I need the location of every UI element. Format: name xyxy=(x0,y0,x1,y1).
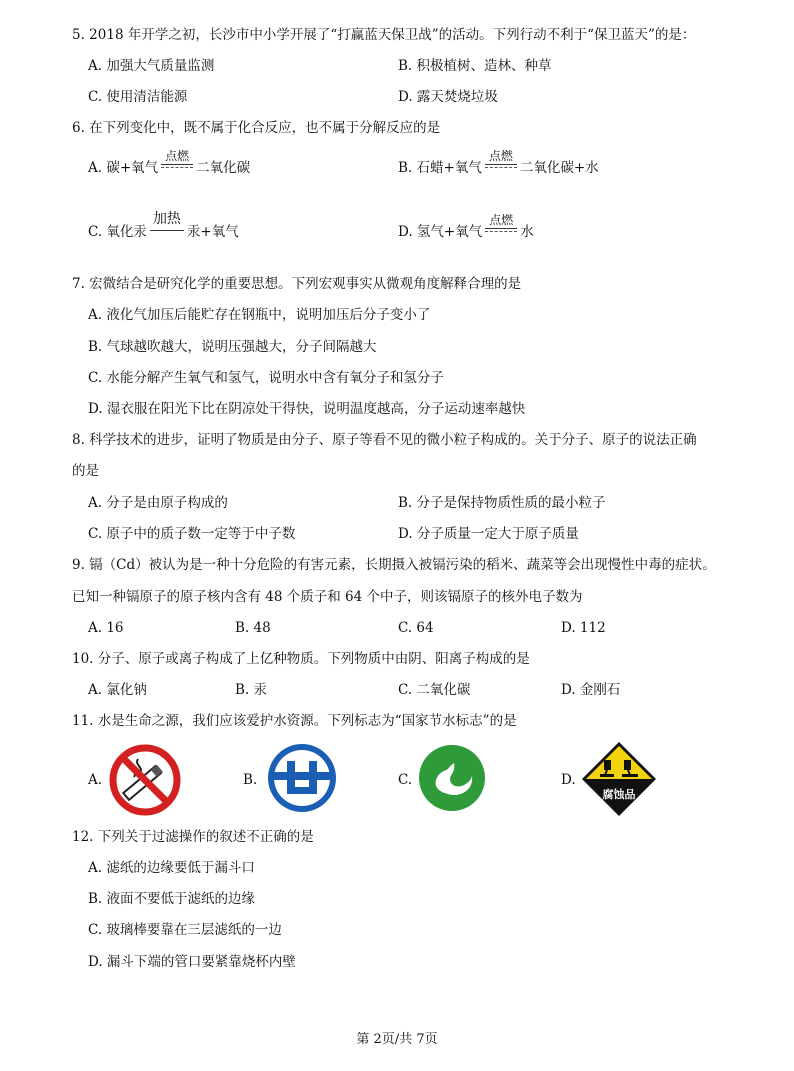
q8-option-d: D. 分子质量一定大于原子质量 xyxy=(398,526,579,542)
q10-option-a: A. 氯化钠 xyxy=(88,682,147,698)
q6-option-c xyxy=(88,211,239,240)
q9-option-a: A. 16 xyxy=(88,620,124,636)
q10-stem: 10. 分子、原子或离子构成了上亿种物质。下列物质中由阴、阳离子构成的是 xyxy=(72,651,530,667)
q6-a-condition-label: 点燃 xyxy=(165,149,190,163)
q11-stem: 11. 水是生命之源，我们应该爱护水资源。下列标志为“国家节水标志”的是 xyxy=(72,713,517,729)
q8-stem-line2: 的是 xyxy=(72,463,99,479)
q12-option-a: A. 滤纸的边缘要低于漏斗口 xyxy=(88,860,255,876)
q12-stem: 12. 下列关于过滤操作的叙述不正确的是 xyxy=(72,829,314,845)
q5-stem: 5. 2018 年开学之初，长沙市中小学开展了“打赢蓝天保卫战”的活动。下列行动不利于“保卫蓝天”的是： xyxy=(72,27,696,43)
q7-stem: 7. 宏微结合是研究化学的重要思想。下列宏观事实从微观角度解释合理的是 xyxy=(72,276,522,292)
q5-option-b: B. 积极植树、造林、种草 xyxy=(398,58,552,74)
corrosive-hazard-sign-icon xyxy=(580,740,658,818)
page-footer: 第 2页/共 7页 xyxy=(356,1032,438,1047)
q6-option-d xyxy=(398,214,534,240)
q12-option-b: B. 液面不要低于滤纸的边缘 xyxy=(88,891,256,907)
q12-option-c: C. 玻璃棒要靠在三层滤纸的一边 xyxy=(88,922,282,938)
q10-option-b: B. 汞 xyxy=(235,682,268,698)
q7-option-a: A. 液化气加压后能贮存在钢瓶中，说明加压后分子变小了 xyxy=(88,307,431,323)
q6-d-condition xyxy=(483,214,519,240)
q5-option-a: A. 加强大气质量监测 xyxy=(88,58,215,74)
q6-c-condition-label: 加热 xyxy=(152,211,181,227)
q6-option-b xyxy=(398,150,599,176)
q9-option-c: C. 64 xyxy=(398,620,434,636)
q11-option-a-label: A. xyxy=(88,772,103,788)
q9-stem-line2: 已知一种镉原子的原子核内含有 48 个质子和 64 个中子，则该镉原子的核外电子数为 xyxy=(72,589,583,605)
q9-option-b: B. 48 xyxy=(235,620,271,636)
q11-option-d-label: D. xyxy=(561,772,576,788)
q8-stem-line1: 8. 科学技术的进步，证明了物质是由分子、原子等看不见的微小粒子构成的。关于分子、原子的说法正确 xyxy=(72,432,697,448)
water-saving-sign-icon xyxy=(416,742,488,814)
no-smoking-sign-icon xyxy=(108,743,182,817)
q6-b-products: 二氧化碳+水 xyxy=(519,160,599,176)
q6-c-condition xyxy=(148,211,186,240)
q8-option-a: A. 分子是由原子构成的 xyxy=(88,495,228,511)
q8-option-b: B. 分子是保持物质性质的最小粒子 xyxy=(398,495,606,511)
q8-option-c: C. 原子中的质子数一定等于中子数 xyxy=(88,526,296,542)
q9-option-d: D. 112 xyxy=(561,620,606,636)
q6-stem: 6. 在下列变化中，既不属于化合反应，也不属于分解反应的是 xyxy=(72,120,441,136)
q6-a-condition xyxy=(159,150,195,176)
q7-option-b: B. 气球越吹越大，说明压强越大，分子间隔越大 xyxy=(88,339,377,355)
q6-b-condition-label: 点燃 xyxy=(488,149,513,163)
q5-option-d: D. 露天焚烧垃圾 xyxy=(398,89,498,105)
q12-option-d: D. 漏斗下端的管口要紧靠烧杯内壁 xyxy=(88,954,296,970)
q6-b-reactants: B. 石蜡+氧气 xyxy=(398,160,482,176)
q6-a-reactants: A. 碳+氧气 xyxy=(88,160,159,176)
q9-stem-line1: 9. 镉（Cd）被认为是一种十分危险的有害元素，长期摄入被镉污染的稻米、蔬菜等会出现慢性中毒的症状。 xyxy=(72,557,716,573)
corrosive-sign-label: 腐蚀品 xyxy=(602,788,636,801)
q6-d-condition-label: 点燃 xyxy=(489,213,514,227)
q11-option-b-label: B. xyxy=(243,772,258,788)
q11-option-c-label: C. xyxy=(398,772,413,788)
q6-option-a xyxy=(88,150,250,176)
q6-b-condition xyxy=(483,150,519,176)
q6-a-products: 二氧化碳 xyxy=(196,160,251,176)
q6-c-products: 汞+氧气 xyxy=(186,224,239,240)
transit-sign-icon xyxy=(265,741,339,815)
q5-option-c: C. 使用清洁能源 xyxy=(88,89,188,105)
q6-d-products: 水 xyxy=(520,224,534,240)
q10-option-d: D. 金刚石 xyxy=(561,682,621,698)
q7-option-c: C. 水能分解产生氧气和氢气，说明水中含有氧分子和氢分子 xyxy=(88,370,444,386)
q6-d-reactants: D. 氢气+氧气 xyxy=(398,224,483,240)
q6-c-reactants: C. 氧化汞 xyxy=(88,224,147,240)
q10-option-c: C. 二氧化碳 xyxy=(398,682,471,698)
q7-option-d: D. 湿衣服在阳光下比在阴凉处干得快，说明温度越高，分子运动速率越快 xyxy=(88,401,526,417)
